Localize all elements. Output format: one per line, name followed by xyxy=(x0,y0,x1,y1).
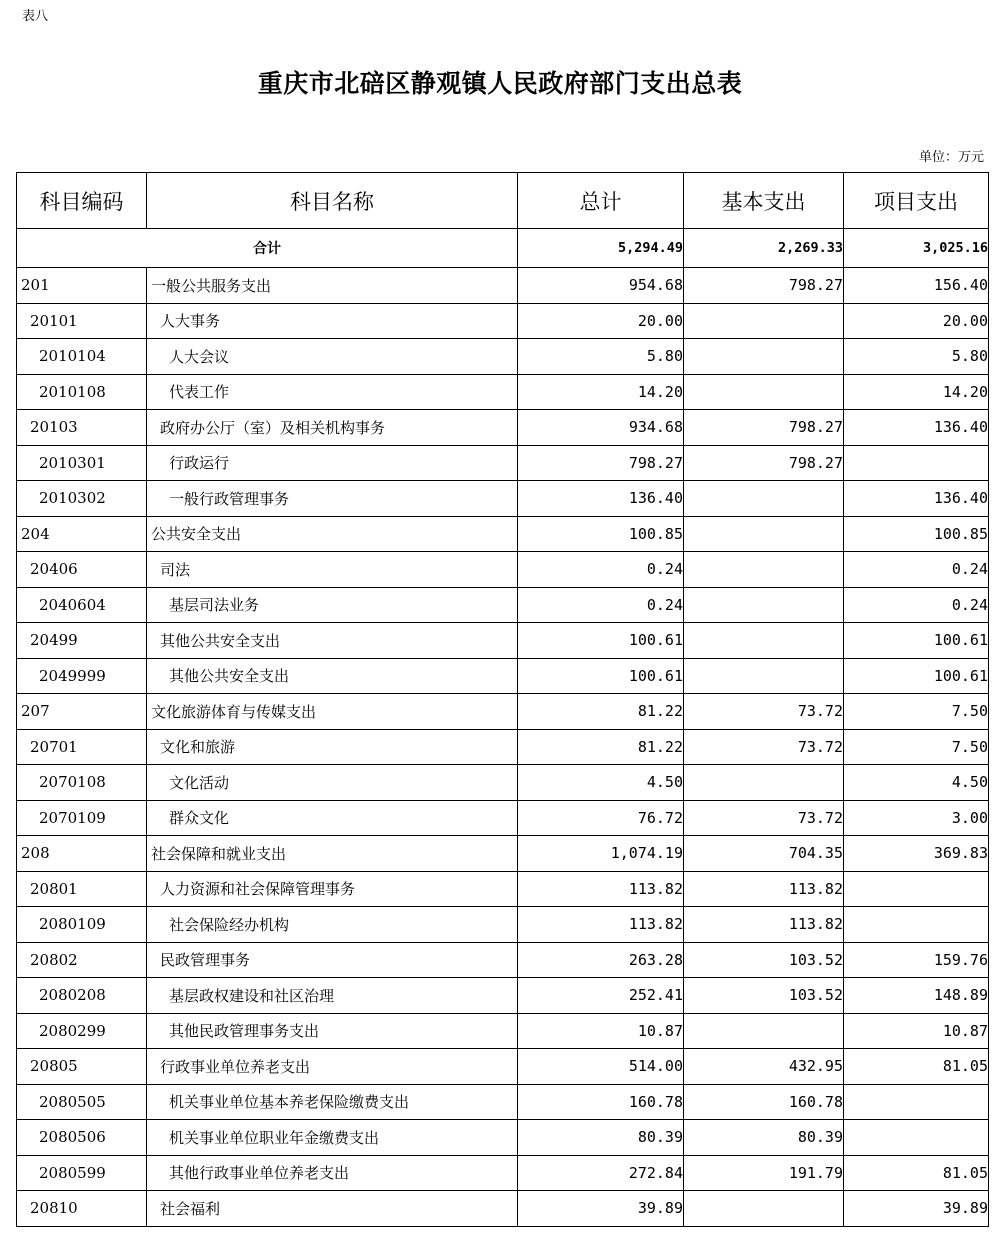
table-header-row xyxy=(17,173,989,229)
column-header-basic: 基本支出 xyxy=(684,173,844,229)
cell-total: 100.61 xyxy=(518,623,684,659)
cell-basic xyxy=(684,623,844,659)
cell-total: 0.24 xyxy=(518,587,684,623)
cell-total: 160.78 xyxy=(518,1084,684,1120)
cell-total: 5.80 xyxy=(518,339,684,375)
cell-basic: 432.95 xyxy=(684,1049,844,1085)
cell-total: 81.22 xyxy=(518,729,684,765)
cell-basic: 160.78 xyxy=(684,1084,844,1120)
cell-total: 136.40 xyxy=(518,481,684,517)
table-row xyxy=(17,1155,989,1191)
cell-code: 2080299 xyxy=(17,1013,147,1049)
cell-basic xyxy=(684,303,844,339)
table-row xyxy=(17,303,989,339)
table-row xyxy=(17,516,989,552)
table-row xyxy=(17,623,989,659)
cell-code: 2010301 xyxy=(17,445,147,481)
table-row xyxy=(17,658,989,694)
cell-code: 20101 xyxy=(17,303,147,339)
cell-total: 263.28 xyxy=(518,942,684,978)
column-header-total: 总计 xyxy=(518,173,684,229)
cell-name: 政府办公厅（室）及相关机构事务 xyxy=(147,410,518,446)
cell-name: 其他公共安全支出 xyxy=(147,658,518,694)
cell-project: 10.87 xyxy=(844,1013,989,1049)
table-row xyxy=(17,1013,989,1049)
cell-basic: 798.27 xyxy=(684,410,844,446)
cell-total: 252.41 xyxy=(518,978,684,1014)
cell-total: 113.82 xyxy=(518,871,684,907)
cell-project: 0.24 xyxy=(844,552,989,588)
cell-code: 20810 xyxy=(17,1191,147,1227)
page-title: 重庆市北碚区静观镇人民政府部门支出总表 xyxy=(257,69,743,98)
table-row xyxy=(17,339,989,375)
cell-name: 其他公共安全支出 xyxy=(147,623,518,659)
column-header-project: 项目支出 xyxy=(844,173,989,229)
cell-code: 2080599 xyxy=(17,1155,147,1191)
cell-name: 基层司法业务 xyxy=(147,587,518,623)
column-header-name: 科目名称 xyxy=(147,173,518,229)
cell-total: 76.72 xyxy=(518,800,684,836)
cell-name: 公共安全支出 xyxy=(147,516,518,552)
cell-code: 20805 xyxy=(17,1049,147,1085)
cell-name: 行政运行 xyxy=(147,445,518,481)
cell-basic: 103.52 xyxy=(684,978,844,1014)
cell-code: 2010108 xyxy=(17,374,147,410)
cell-project: 100.61 xyxy=(844,658,989,694)
table-row xyxy=(17,800,989,836)
cell-basic xyxy=(684,374,844,410)
cell-code: 20103 xyxy=(17,410,147,446)
cell-basic: 113.82 xyxy=(684,871,844,907)
expenditure-table xyxy=(16,172,989,1227)
cell-total: 113.82 xyxy=(518,907,684,943)
cell-basic: 704.35 xyxy=(684,836,844,872)
cell-basic xyxy=(684,552,844,588)
cell-total: 514.00 xyxy=(518,1049,684,1085)
cell-code: 20802 xyxy=(17,942,147,978)
cell-project: 369.83 xyxy=(844,836,989,872)
cell-basic: 73.72 xyxy=(684,729,844,765)
cell-name: 文化旅游体育与传媒支出 xyxy=(147,694,518,730)
table-row xyxy=(17,907,989,943)
cell-project: 136.40 xyxy=(844,410,989,446)
cell-code: 2010104 xyxy=(17,339,147,375)
cell-total: 20.00 xyxy=(518,303,684,339)
cell-project xyxy=(844,445,989,481)
cell-name: 文化活动 xyxy=(147,765,518,801)
cell-project: 3.00 xyxy=(844,800,989,836)
cell-name: 代表工作 xyxy=(147,374,518,410)
total-project: 3,025.16 xyxy=(844,229,989,268)
cell-basic: 191.79 xyxy=(684,1155,844,1191)
table-row xyxy=(17,765,989,801)
cell-name: 人力资源和社会保障管理事务 xyxy=(147,871,518,907)
cell-code: 2049999 xyxy=(17,658,147,694)
cell-name: 一般公共服务支出 xyxy=(147,268,518,304)
cell-total: 81.22 xyxy=(518,694,684,730)
cell-code: 20801 xyxy=(17,871,147,907)
cell-name: 其他民政管理事务支出 xyxy=(147,1013,518,1049)
cell-name: 行政事业单位养老支出 xyxy=(147,1049,518,1085)
cell-total: 934.68 xyxy=(518,410,684,446)
cell-basic: 798.27 xyxy=(684,268,844,304)
cell-project: 148.89 xyxy=(844,978,989,1014)
cell-name: 基层政权建设和社区治理 xyxy=(147,978,518,1014)
cell-code: 204 xyxy=(17,516,147,552)
cell-project: 81.05 xyxy=(844,1049,989,1085)
cell-project: 39.89 xyxy=(844,1191,989,1227)
cell-project xyxy=(844,1120,989,1156)
cell-code: 20701 xyxy=(17,729,147,765)
cell-basic xyxy=(684,339,844,375)
cell-total: 14.20 xyxy=(518,374,684,410)
cell-project: 156.40 xyxy=(844,268,989,304)
cell-total: 272.84 xyxy=(518,1155,684,1191)
cell-total: 100.61 xyxy=(518,658,684,694)
table-row xyxy=(17,481,989,517)
total-label: 合计 xyxy=(17,229,518,268)
cell-code: 2080505 xyxy=(17,1084,147,1120)
cell-name: 其他行政事业单位养老支出 xyxy=(147,1155,518,1191)
cell-code: 20499 xyxy=(17,623,147,659)
cell-code: 2010302 xyxy=(17,481,147,517)
cell-basic: 798.27 xyxy=(684,445,844,481)
cell-total: 1,074.19 xyxy=(518,836,684,872)
cell-project: 159.76 xyxy=(844,942,989,978)
cell-basic xyxy=(684,1191,844,1227)
cell-project: 7.50 xyxy=(844,694,989,730)
cell-basic xyxy=(684,516,844,552)
cell-project xyxy=(844,1084,989,1120)
cell-code: 208 xyxy=(17,836,147,872)
total-row xyxy=(17,229,989,268)
table-number-label: 表八 xyxy=(22,9,49,24)
table-row xyxy=(17,552,989,588)
cell-name: 司法 xyxy=(147,552,518,588)
cell-name: 群众文化 xyxy=(147,800,518,836)
table-row xyxy=(17,1120,989,1156)
cell-total: 10.87 xyxy=(518,1013,684,1049)
cell-basic xyxy=(684,481,844,517)
cell-code: 207 xyxy=(17,694,147,730)
cell-basic: 113.82 xyxy=(684,907,844,943)
table-row xyxy=(17,942,989,978)
cell-project xyxy=(844,871,989,907)
total-basic: 2,269.33 xyxy=(684,229,844,268)
cell-project xyxy=(844,907,989,943)
cell-basic: 103.52 xyxy=(684,942,844,978)
cell-name: 文化和旅游 xyxy=(147,729,518,765)
column-header-code: 科目编码 xyxy=(17,173,147,229)
cell-name: 民政管理事务 xyxy=(147,942,518,978)
cell-code: 2040604 xyxy=(17,587,147,623)
cell-name: 机关事业单位基本养老保险缴费支出 xyxy=(147,1084,518,1120)
cell-project: 100.85 xyxy=(844,516,989,552)
cell-total: 100.85 xyxy=(518,516,684,552)
cell-project: 81.05 xyxy=(844,1155,989,1191)
cell-project: 4.50 xyxy=(844,765,989,801)
cell-project: 0.24 xyxy=(844,587,989,623)
table-row xyxy=(17,694,989,730)
cell-total: 798.27 xyxy=(518,445,684,481)
cell-total: 0.24 xyxy=(518,552,684,588)
cell-name: 一般行政管理事务 xyxy=(147,481,518,517)
unit-label: 单位：万元 xyxy=(918,150,984,165)
cell-name: 人大事务 xyxy=(147,303,518,339)
table-row xyxy=(17,729,989,765)
cell-name: 人大会议 xyxy=(147,339,518,375)
cell-code: 2080109 xyxy=(17,907,147,943)
cell-basic xyxy=(684,658,844,694)
table-row xyxy=(17,268,989,304)
cell-project: 7.50 xyxy=(844,729,989,765)
cell-project: 20.00 xyxy=(844,303,989,339)
cell-total: 39.89 xyxy=(518,1191,684,1227)
total-sum: 5,294.49 xyxy=(518,229,684,268)
table-row xyxy=(17,1191,989,1227)
cell-project: 5.80 xyxy=(844,339,989,375)
cell-code: 2080208 xyxy=(17,978,147,1014)
cell-basic: 73.72 xyxy=(684,800,844,836)
cell-basic: 73.72 xyxy=(684,694,844,730)
cell-total: 80.39 xyxy=(518,1120,684,1156)
table-row xyxy=(17,374,989,410)
cell-code: 201 xyxy=(17,268,147,304)
cell-name: 机关事业单位职业年金缴费支出 xyxy=(147,1120,518,1156)
cell-basic xyxy=(684,587,844,623)
cell-project: 100.61 xyxy=(844,623,989,659)
table-row xyxy=(17,445,989,481)
cell-name: 社会保障和就业支出 xyxy=(147,836,518,872)
cell-code: 20406 xyxy=(17,552,147,588)
cell-basic xyxy=(684,1013,844,1049)
table-row xyxy=(17,410,989,446)
cell-name: 社会福利 xyxy=(147,1191,518,1227)
cell-code: 2070108 xyxy=(17,765,147,801)
cell-project: 14.20 xyxy=(844,374,989,410)
table-row xyxy=(17,587,989,623)
table-row xyxy=(17,1084,989,1120)
cell-code: 2080506 xyxy=(17,1120,147,1156)
cell-basic: 80.39 xyxy=(684,1120,844,1156)
cell-total: 954.68 xyxy=(518,268,684,304)
cell-code: 2070109 xyxy=(17,800,147,836)
cell-project: 136.40 xyxy=(844,481,989,517)
table-row xyxy=(17,871,989,907)
table-row xyxy=(17,1049,989,1085)
cell-total: 4.50 xyxy=(518,765,684,801)
cell-basic xyxy=(684,765,844,801)
cell-name: 社会保险经办机构 xyxy=(147,907,518,943)
table-row xyxy=(17,978,989,1014)
table-row xyxy=(17,836,989,872)
